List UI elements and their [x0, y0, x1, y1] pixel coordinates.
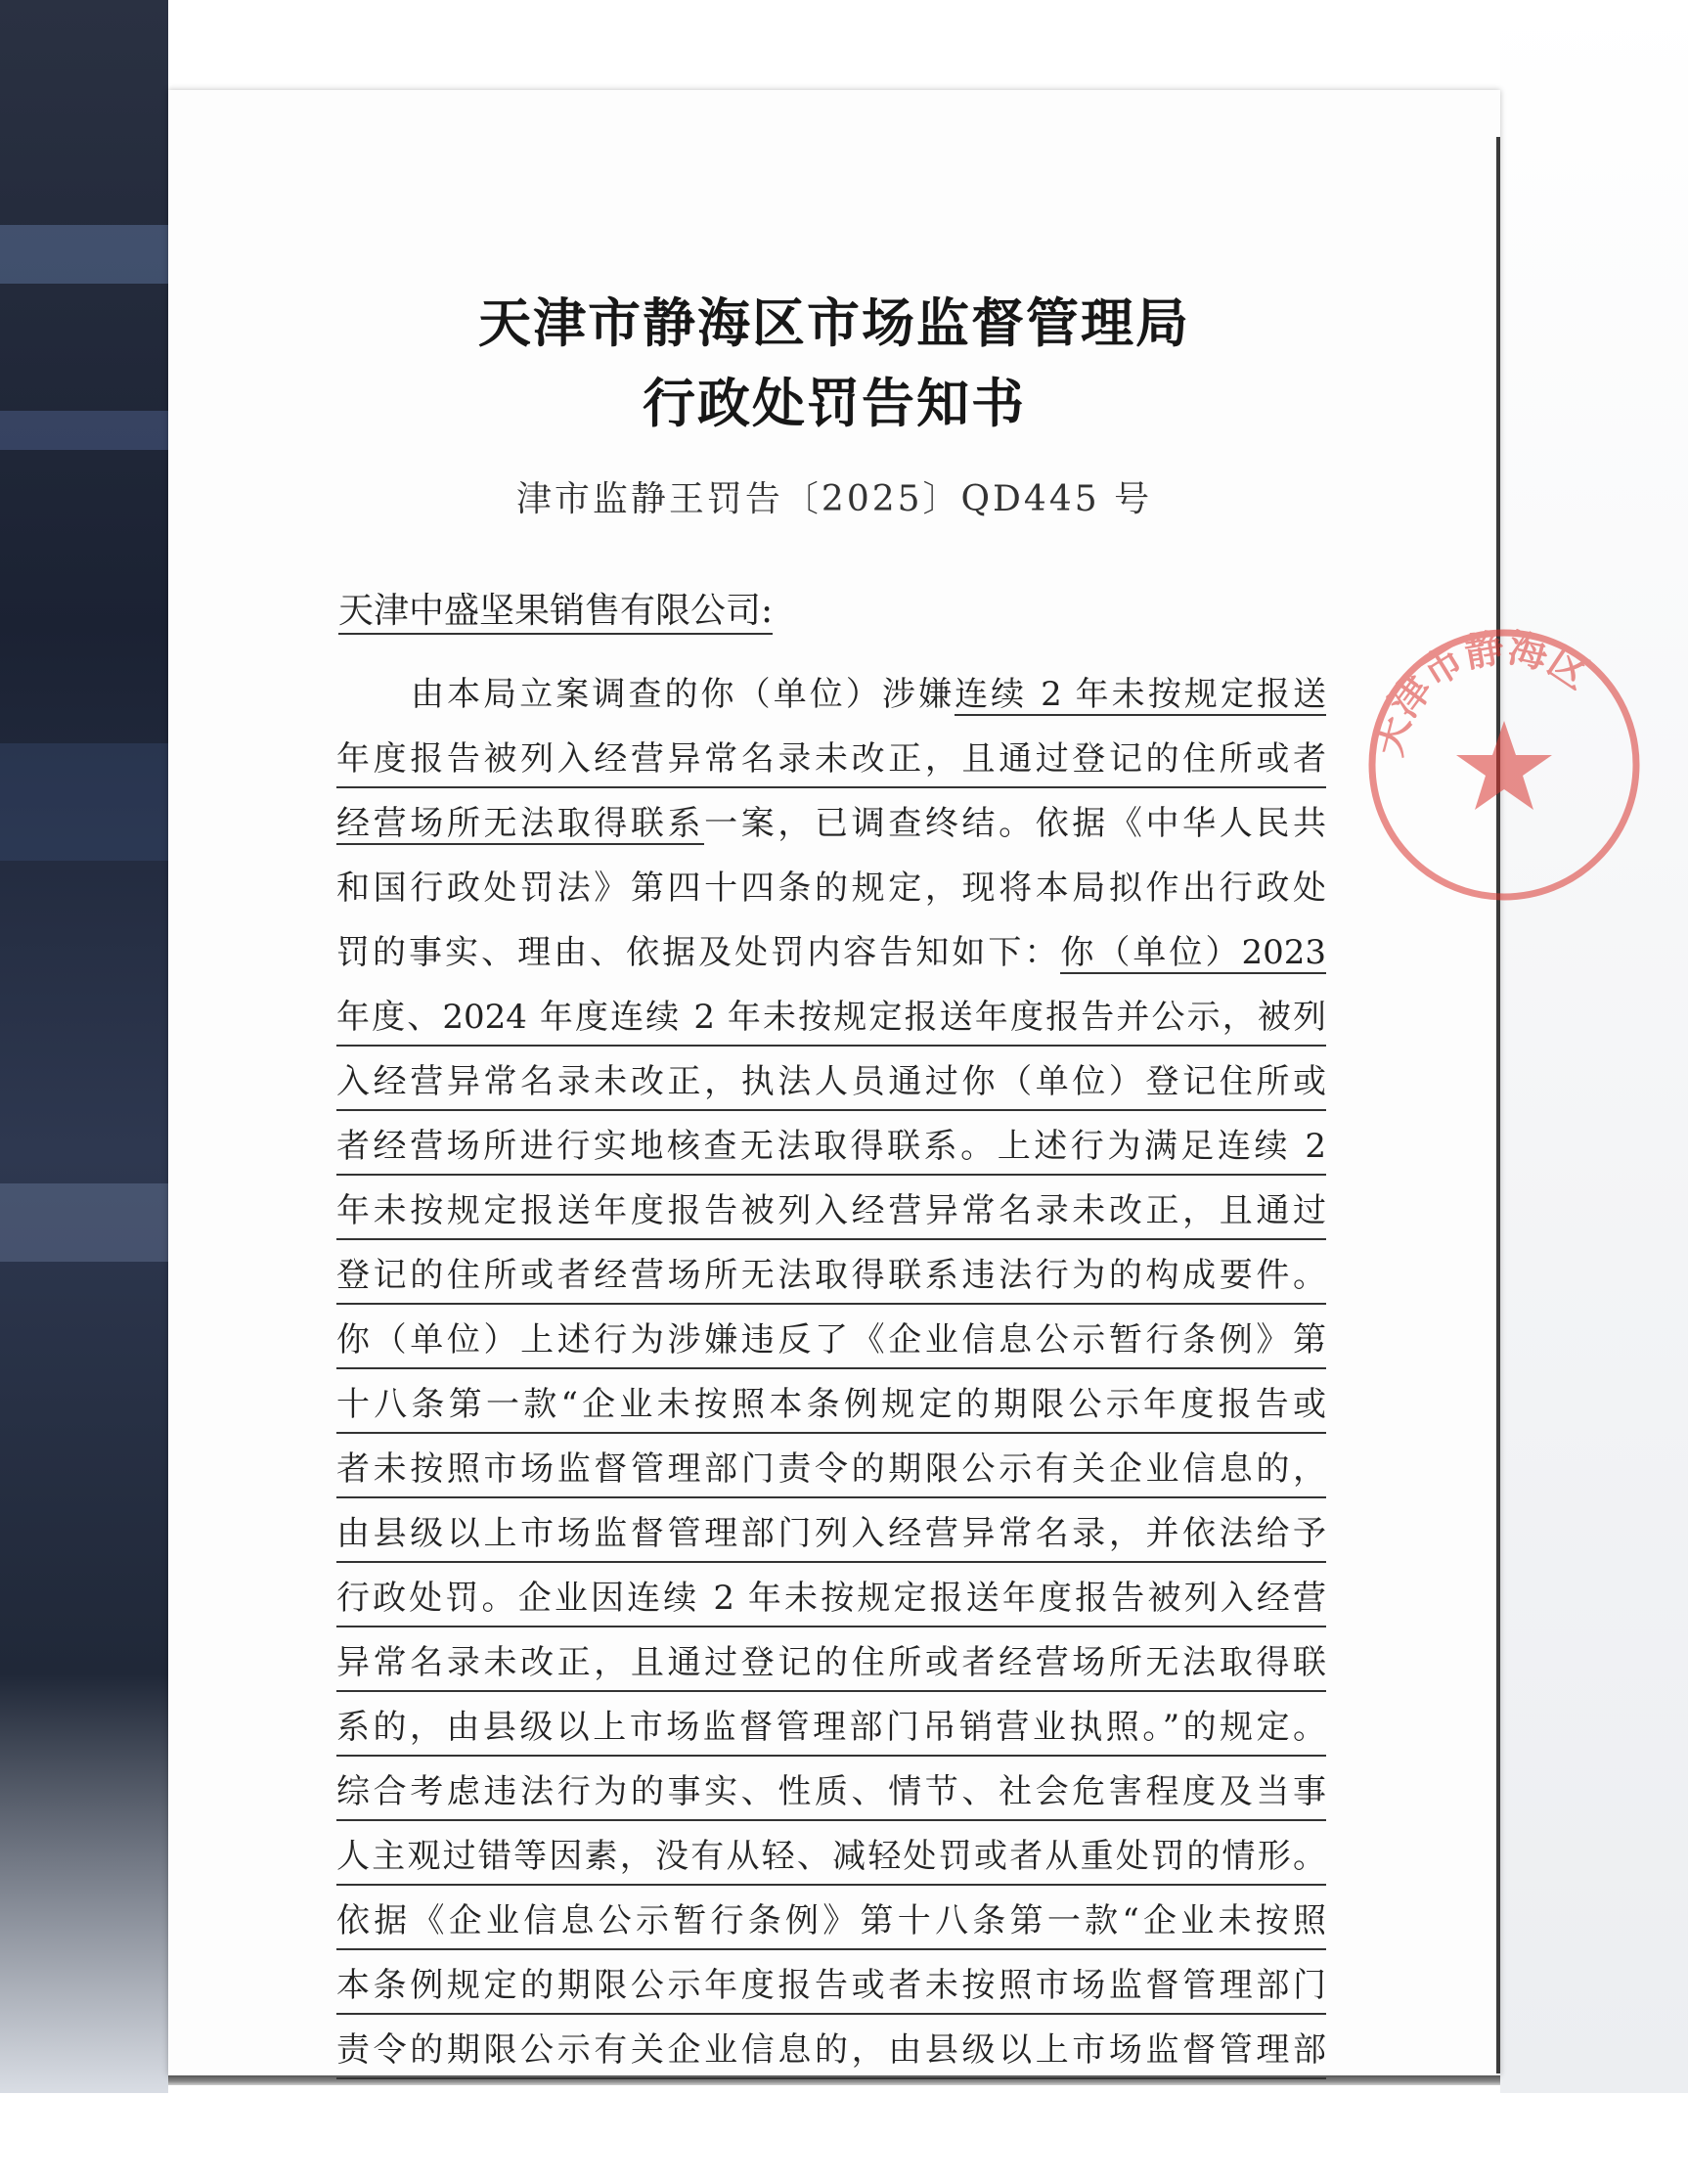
photo-background-left [0, 0, 168, 2093]
body-line: 你（单位）上述行为涉嫌违反了《企业信息公示暂行条例》第 [336, 1313, 1326, 1377]
body-line: 由县级以上市场监督管理部门列入经营异常名录，并依法给予 [336, 1506, 1326, 1571]
body-line: 十八条第一款“企业未按照本条例规定的期限公示年度报告或 [336, 1377, 1326, 1442]
document-number: 津市监静王罚告〔2025〕QD445 号 [515, 479, 1153, 519]
body-line: 系的，由县级以上市场监督管理部门吊销营业执照。”的规定。 [336, 1700, 1326, 1764]
addressee [338, 583, 773, 633]
photo-background-right [1500, 0, 1688, 2093]
body-line: 综合考虑违法行为的事实、性质、情节、社会危害程度及当事 [336, 1764, 1326, 1829]
body-line [336, 925, 1326, 990]
document-title-agency: 天津市静海区市场监督管理局 [478, 291, 1190, 354]
photo-background-bottom [0, 2093, 1688, 2184]
body-line-text-underlined: 你（单位）2023 [1060, 933, 1326, 972]
star-icon [1456, 721, 1552, 810]
body-line: 依据《企业信息公示暂行条例》第十八条第一款“企业未按照 [336, 1894, 1326, 1958]
body-line: 年未按规定报送年度报告被列入经营异常名录未改正，且通过 [336, 1183, 1326, 1248]
seal-text: 天津市静海区 [1364, 624, 1598, 761]
body-line-text: 由本局立案调查的你（单位）涉嫌 [411, 675, 955, 714]
svg-text:天津市静海区 [1365, 625, 1598, 761]
body-line: 登记的住所或者经营场所无法取得联系违法行为的构成要件。 [336, 1248, 1326, 1313]
body-line: 年度、2024 年度连续 2 年未按规定报送年度报告并公示，被列 [336, 990, 1326, 1054]
body-line [336, 796, 1326, 861]
body-line: 人主观过错等因素，没有从轻、减轻处罚或者从重处罚的情形。 [336, 1829, 1326, 1894]
body-line-text-underlined: 连续 2 年未按规定报送 [955, 675, 1327, 714]
body-line-text: 罚的事实、理由、依据及处罚内容告知如下： [336, 933, 1061, 972]
body-line: 年度报告被列入经营异常名录未改正，且通过登记的住所或者 [336, 732, 1326, 796]
body-line-text-underlined: 经营场所无法取得联系 [336, 804, 705, 843]
body-line: 责令的期限公示有关企业信息的，由县级以上市场监督管理部 [336, 2023, 1326, 2087]
body-line [336, 667, 1326, 732]
official-seal-stamp [1357, 618, 1651, 912]
document-title-type: 行政处罚告知书 [643, 372, 1026, 434]
body-line: 异常名录未改正，且通过登记的住所或者经营场所无法取得联 [336, 1635, 1326, 1700]
document-body [336, 667, 1326, 2087]
body-line: 本条例规定的期限公示年度报告或者未按照市场监督管理部门 [336, 1958, 1326, 2023]
body-line: 者未按照市场监督管理部门责令的期限公示有关企业信息的， [336, 1442, 1326, 1506]
body-line: 行政处罚。企业因连续 2 年未按规定报送年度报告被列入经营 [336, 1571, 1326, 1635]
body-line-text: 一案，已调查终结。依据《中华人民共 [704, 804, 1327, 843]
body-line: 者经营场所进行实地核查无法取得联系。上述行为满足连续 2 [336, 1119, 1326, 1183]
body-line: 入经营异常名录未改正，执法人员通过你（单位）登记住所或 [336, 1054, 1326, 1119]
addressee-name: 天津中盛坚果销售有限公司: [338, 591, 773, 635]
body-line: 和国行政处罚法》第四十四条的规定，现将本局拟作出行政处 [336, 869, 1326, 908]
